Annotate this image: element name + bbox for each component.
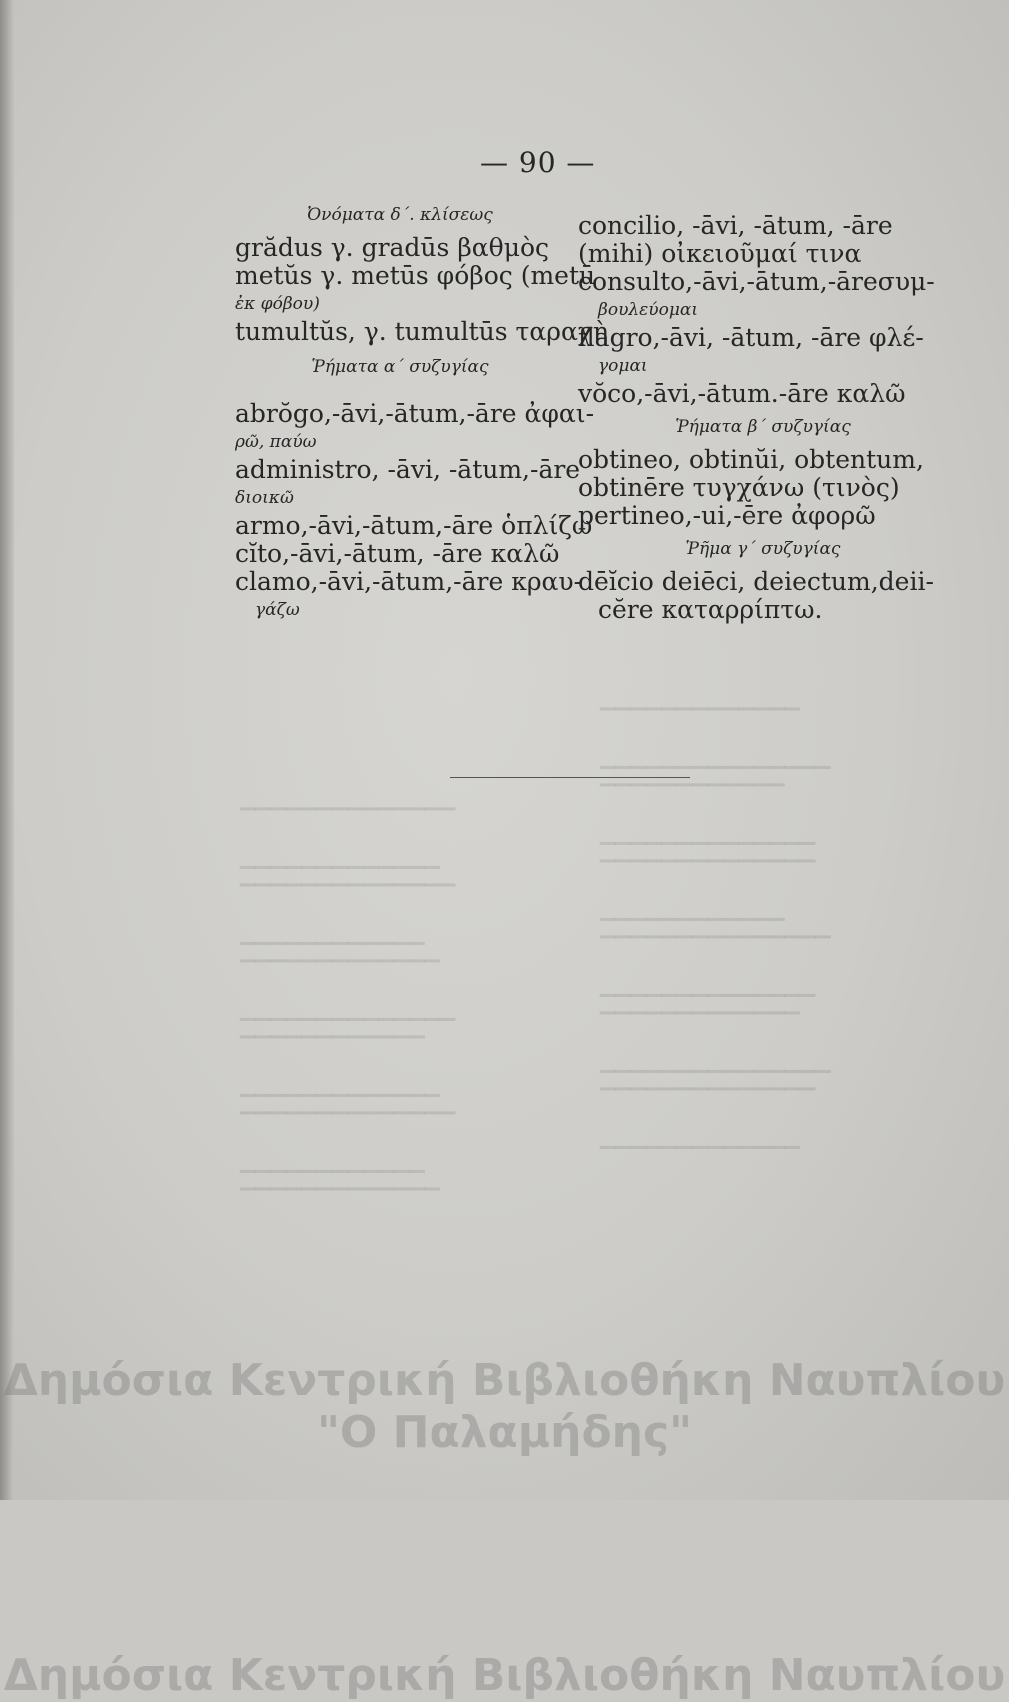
entry-line: ἐκ φόβου) bbox=[235, 294, 320, 314]
entry-line: concilio, -āvi, -ātum, -āre bbox=[578, 211, 893, 240]
entry-line: (mihi) οἰκειοῦμαί τινα bbox=[578, 239, 862, 268]
bleed-through-texture: ▔▔▔▔▔▔▔▔▔▔▔▔▔▔ ▁▁▁▁▁▁▁▁▁▁▁▁▁ ▔▔▔▔▔▔▔▔▔▔▔▔▔▔ ▁▁▁▁▁▁▁▁▁▁▁▁ ▔▔▔▔▔▔▔▔▔▔▔▔▔ ▁▁▁▁▁▁▁▁▁▁▁▁▁▁ ▔▔▔▔▔▔▔▔▔▔▔▔ ▁▁▁▁▁▁▁▁▁▁▁▁▁ ▔▔▔▔▔▔▔▔▔▔▔▔▔▔ ▁▁▁▁▁▁▁▁▁▁▁▁ ▔▔▔▔▔▔▔▔▔▔▔▔▔ bbox=[240, 807, 456, 1211]
section-divider bbox=[450, 777, 690, 778]
section-heading-verb-c: Ῥῆμα γ΄ συζυγίας bbox=[685, 539, 841, 559]
entry-line: administro, -āvi, -ātum,-āre bbox=[235, 455, 581, 484]
section-heading-nouns: Ὀνόματα δ΄. κλίσεως bbox=[307, 205, 493, 225]
entry-line: cĕre καταρρίπτω. bbox=[598, 595, 823, 624]
entry-line: ρῶ, παύω bbox=[235, 432, 317, 452]
entry-line: grădus γ. gradūs βαθμὸς bbox=[235, 233, 550, 262]
entry-line: consulto,-āvi,-ātum,-āreσυμ- bbox=[578, 267, 935, 296]
entry-line: διοικῶ bbox=[235, 488, 294, 508]
page-edge-shadow bbox=[0, 0, 14, 1500]
entry-line: metŭs γ. metūs φόβος (metū bbox=[235, 261, 596, 290]
entry-line: pertineo,-ui,-ēre ἀφορῶ bbox=[578, 501, 876, 530]
entry-line: γάζω bbox=[255, 600, 300, 620]
entry-line: clamo,-āvi,-ātum,-āre κραυ- bbox=[235, 567, 583, 596]
left-column bbox=[235, 200, 608, 624]
entry-line: cĭto,-āvi,-ātum, -āre καλῶ bbox=[235, 539, 560, 568]
entry-line: βουλεύομαι bbox=[598, 300, 699, 320]
library-watermark-line1: Δημόσια Κεντρική Βιβλιοθήκη Ναυπλίου bbox=[3, 1650, 1006, 1701]
library-watermark-line2: "Ο Παλαμήδης" bbox=[316, 1407, 693, 1458]
entry-line: dēĭcio deiēci, deiectum,deii- bbox=[578, 567, 934, 596]
entry-line: abrŏgo,-āvi,-ātum,-āre ἀφαι- bbox=[235, 399, 595, 428]
right-column bbox=[578, 212, 948, 624]
entry-line: armo,-āvi,-ātum,-āre ὁπλίζω bbox=[235, 511, 593, 540]
entry-line: flagro,-āvi, -ātum, -āre φλέ- bbox=[578, 323, 924, 352]
entry-line: vŏco,-āvi,-ātum.-āre καλῶ bbox=[578, 379, 906, 408]
entry-line: obtinēre τυγχάνω (τινὸς) bbox=[578, 473, 900, 502]
section-heading-verbs-a: Ῥήματα α΄ συζυγίας bbox=[311, 357, 489, 377]
page-number: — 90 — bbox=[480, 146, 596, 179]
entry-line: γομαι bbox=[598, 356, 648, 376]
entry-line: obtineo, obtinŭi, obtentum, bbox=[578, 445, 924, 474]
entry-line: tumultŭs, γ. tumultūs ταραχὴ bbox=[235, 317, 608, 346]
bleed-through-texture: ▔▔▔▔▔▔▔▔▔▔▔▔▔ ▁▁▁▁▁▁▁▁▁▁▁▁▁▁▁ ▔▔▔▔▔▔▔▔▔▔▔▔ ▁▁▁▁▁▁▁▁▁▁▁▁▁▁ ▔▔▔▔▔▔▔▔▔▔▔▔▔▔ ▁▁▁▁▁▁▁▁▁▁▁▁ ▔▔▔▔▔▔▔▔▔▔▔▔▔▔▔ ▁▁▁▁▁▁▁▁▁▁▁▁▁▁ ▔▔▔▔▔▔▔▔▔▔▔▔▔ ▁▁▁▁▁▁▁▁▁▁▁▁▁▁▁ ▔▔▔▔▔▔▔▔▔▔▔▔▔▔ ▁▁▁▁▁▁▁▁▁▁▁▁▁ bbox=[600, 707, 831, 1149]
section-heading-verbs-b: Ῥήματα β΄ συζυγίας bbox=[675, 417, 851, 437]
library-watermark-line1: Δημόσια Κεντρική Βιβλιοθήκη Ναυπλίου bbox=[3, 1355, 1006, 1406]
